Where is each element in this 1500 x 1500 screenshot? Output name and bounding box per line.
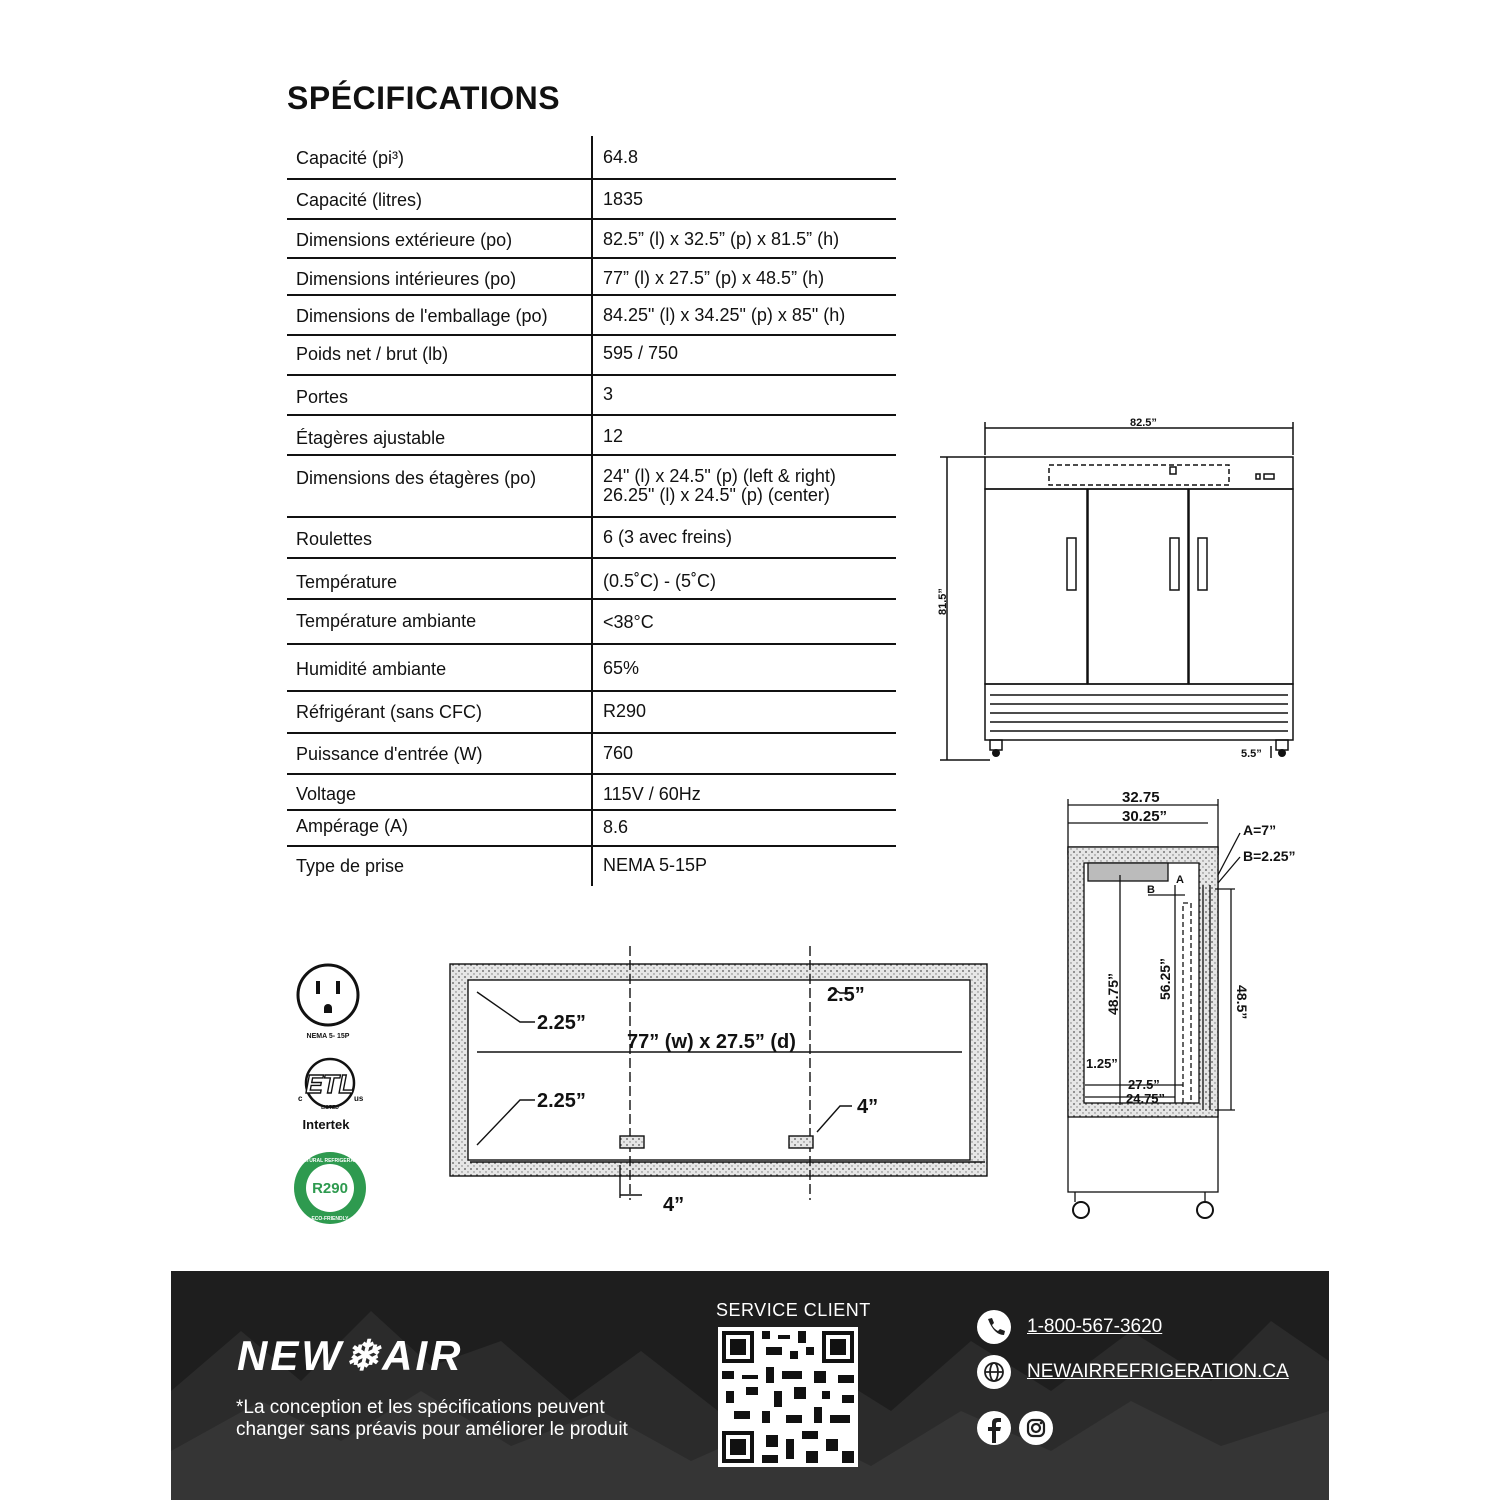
r290-top: NATURAL REFRIGERANT: [299, 1158, 361, 1164]
spec-value: 12: [603, 426, 624, 446]
spec-row: [287, 811, 896, 847]
etl-c: c: [298, 1094, 303, 1103]
side-a-label: A=7”: [1243, 822, 1277, 838]
side-depth-3-label: 24.75”: [1126, 1091, 1166, 1106]
side-inner-depth-label: 30.25”: [1122, 808, 1168, 825]
top-rail-label: 2.5”: [827, 984, 865, 1006]
spec-row: [287, 775, 896, 811]
top-gap-label: 4”: [663, 1194, 685, 1216]
spec-label: Ampérage (A): [296, 816, 409, 836]
spec-row: [287, 559, 896, 600]
spec-value: 24" (l) x 24.5" (p) (left & right): [603, 466, 836, 486]
spec-label: Voltage: [296, 784, 357, 804]
svg-text:ETL: ETL: [305, 1069, 355, 1099]
spec-row: [287, 376, 896, 416]
spec-label: Humidité ambiante: [296, 659, 447, 679]
spec-label: Température: [296, 572, 398, 592]
spec-label: Étagères ajustable: [296, 428, 446, 448]
spec-value: 64.8: [603, 147, 639, 167]
spec-row: [287, 136, 896, 180]
spec-value: 595 / 750: [603, 343, 679, 363]
r290-label: R290: [312, 1180, 348, 1197]
top-wall-bottom-label: 2.25”: [537, 1090, 586, 1112]
spec-value: 82.5” (l) x 32.5” (p) x 81.5” (h): [603, 229, 840, 249]
spec-row: [287, 645, 896, 692]
caster-icon: [992, 749, 1000, 757]
side-depth-2-label: 27.5”: [1128, 1077, 1160, 1092]
spec-label: Capacité (litres): [296, 190, 423, 210]
spec-row: [287, 734, 896, 775]
spec-value: R290: [603, 701, 647, 721]
spec-label: Type de prise: [296, 856, 405, 876]
spec-label: Capacité (pi³): [296, 148, 405, 168]
side-b-label: B=2.25”: [1243, 848, 1296, 864]
spec-value: <38°C: [603, 612, 654, 632]
front-view-drawing: [930, 410, 1310, 770]
spec-value: 77” (l) x 27.5” (p) x 48.5” (h): [603, 268, 825, 288]
front-width-label: 82.5”: [1130, 417, 1157, 429]
page-title: SPÉCIFICATIONS: [287, 80, 561, 116]
side-height-3-label: 48.5”: [1234, 985, 1250, 1020]
phone-icon: [977, 1310, 1011, 1344]
top-post-label: 4”: [857, 1096, 879, 1118]
side-height-2-label: 56.25”: [1157, 957, 1173, 1000]
spec-value: 8.6: [603, 817, 629, 837]
spec-row: [287, 259, 896, 296]
spec-label: Portes: [296, 387, 349, 407]
spec-value: (0.5˚C) - (5˚C): [603, 571, 716, 591]
spec-row: [287, 847, 896, 887]
side-depth-1-label: 1.25”: [1086, 1056, 1118, 1071]
spec-label: Poids net / brut (lb): [296, 344, 449, 364]
instagram-icon[interactable]: [1019, 1411, 1053, 1445]
footer: [171, 1271, 1329, 1500]
spec-value: 84.25" (l) x 34.25" (p) x 85" (h): [603, 305, 846, 325]
caster-icon: [1073, 1202, 1089, 1218]
nema-plug-icon: [293, 960, 363, 1042]
nema-label: NEMA 5- 15P: [306, 1033, 350, 1040]
etl-us: us: [354, 1094, 364, 1103]
qr-code-icon[interactable]: [718, 1327, 858, 1467]
phone-link[interactable]: 1-800-567-3620: [1027, 1316, 1163, 1337]
top-inner-label: 77” (w) x 27.5” (d): [627, 1031, 796, 1053]
side-height-1-label: 48.75”: [1105, 972, 1121, 1015]
spec-label: Puissance d'entrée (W): [296, 744, 483, 764]
spec-value: 65%: [603, 658, 640, 678]
side-outer-depth-label: 32.75: [1122, 789, 1160, 806]
side-b-marker: B: [1147, 884, 1155, 896]
facebook-icon[interactable]: [977, 1411, 1011, 1445]
spec-row: [287, 692, 896, 734]
spec-table: [287, 136, 896, 887]
side-a-marker: A: [1176, 874, 1184, 886]
spec-label: Dimensions intérieures (po): [296, 269, 517, 289]
spec-value: 760: [603, 743, 634, 763]
spec-row: [287, 456, 896, 518]
spec-row: [287, 600, 896, 645]
spec-value: 1835: [603, 189, 644, 209]
spec-label: Température ambiante: [296, 611, 477, 631]
front-height-label: 81.5”: [937, 588, 949, 615]
intertek-label: Intertek: [302, 1117, 350, 1132]
website-link[interactable]: NEWAIRREFRIGERATION.CA: [1027, 1361, 1289, 1382]
spec-row: [287, 296, 896, 336]
spec-row: [287, 336, 896, 376]
top-view-drawing: [440, 940, 1000, 1220]
spec-value: 115V / 60Hz: [603, 784, 701, 804]
r290-eco-icon: [290, 1150, 370, 1230]
disclaimer-text: *La conception et les spécifications peuvent changer sans préavis pour améliorer le produit: [236, 1397, 628, 1440]
caster-icon: [1278, 749, 1286, 757]
spec-value: 6 (3 avec freins): [603, 527, 733, 547]
spec-value: 3: [603, 384, 614, 404]
newair-logo: NEW❄AIR: [237, 1332, 464, 1379]
spec-label: Roulettes: [296, 529, 373, 549]
spec-row: [287, 518, 896, 559]
r290-bottom: ECO-FRIENDLY: [311, 1216, 349, 1222]
spec-label: Dimensions extérieure (po): [296, 230, 513, 250]
top-wall-label: 2.25”: [537, 1012, 586, 1034]
spec-row: [287, 220, 896, 259]
front-leg-label: 5.5”: [1241, 748, 1262, 760]
spec-row: [287, 416, 896, 456]
spec-value-2: 26.25" (l) x 24.5" (p) (center): [603, 485, 830, 505]
side-view-drawing: [1055, 785, 1315, 1225]
spec-label: Dimensions de l'emballage (po): [296, 306, 548, 326]
spec-value: NEMA 5-15P: [603, 855, 708, 875]
etl-listed: LISTED: [321, 1105, 339, 1111]
spec-label: Réfrigérant (sans CFC): [296, 702, 483, 722]
caster-icon: [1197, 1202, 1213, 1218]
spec-label: Dimensions des étagères (po): [296, 468, 537, 488]
etl-listed-icon: [293, 1055, 368, 1135]
globe-icon: [977, 1355, 1011, 1389]
service-label: SERVICE CLIENT: [716, 1300, 871, 1320]
spec-row: [287, 180, 896, 220]
